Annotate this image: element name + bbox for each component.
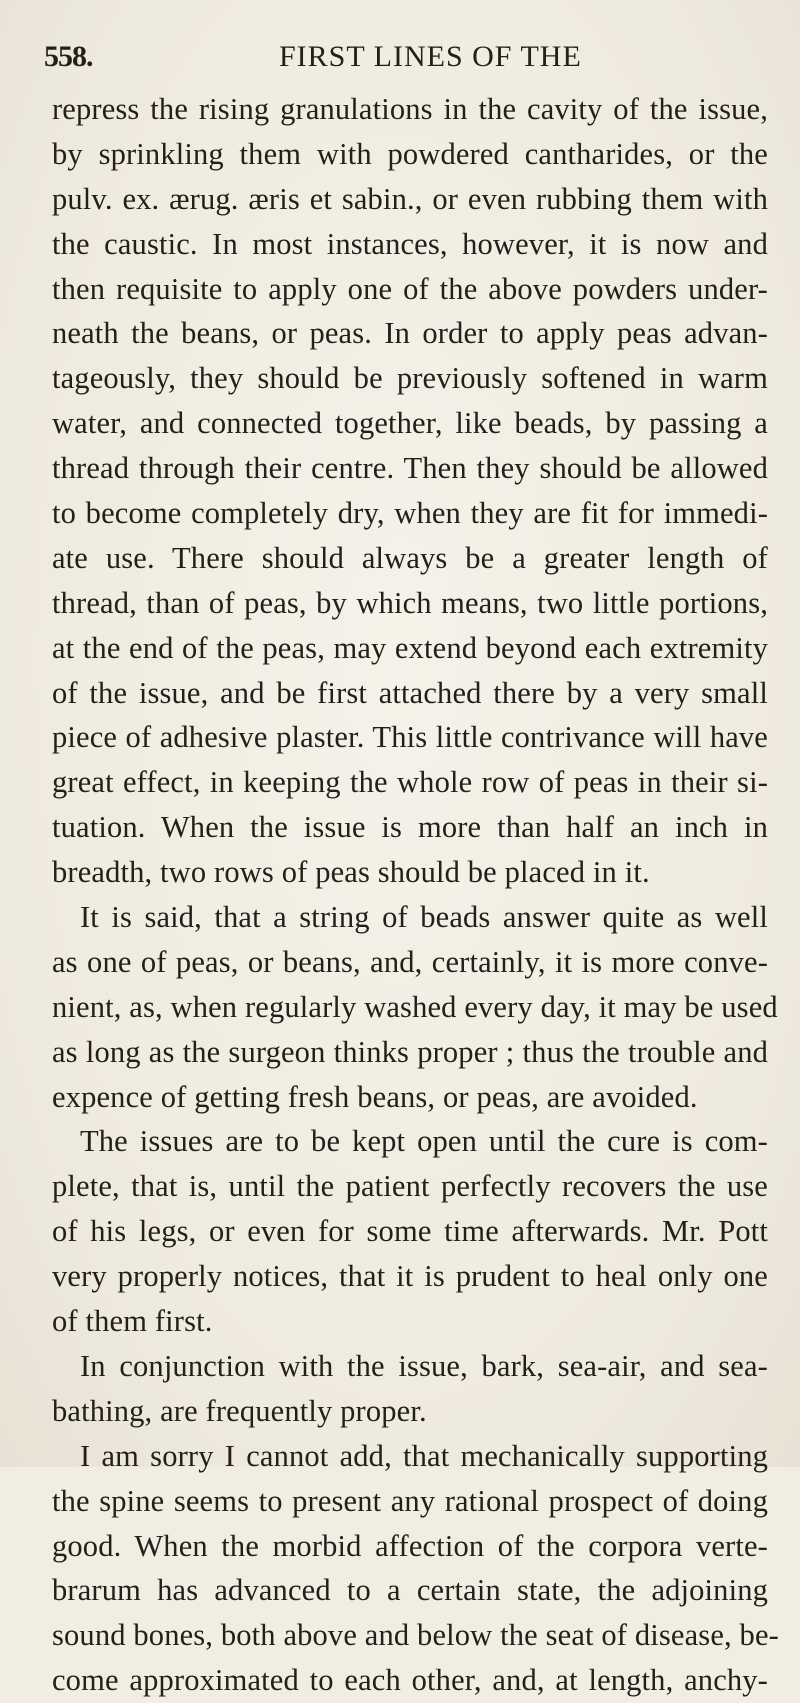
- text-line: repress the rising granulations in the cavity of the issue,: [52, 92, 768, 126]
- text-line: piece of adhesive plaster. This little contrivance will have: [52, 720, 768, 755]
- text-line: the caustic. In most instances, however, it is now and: [52, 226, 768, 261]
- body-text: [52, 87, 779, 1703]
- text-line: the spine seems to present any rational prospect of doing: [52, 1483, 768, 1518]
- text-line: The issues are to be kept open until the cure is com-: [80, 1124, 768, 1159]
- text-line: of his legs, or even for some time afterwards. Mr. Pott: [52, 1214, 768, 1249]
- text-line: pulv. ex. ærug. æris et sabin., or even rubbing them with: [52, 181, 768, 216]
- text-line: come approximated to each other, and, at length, anchy-: [52, 1663, 768, 1698]
- text-line: as one of peas, or beans, and, certainly, it is more conve-: [52, 944, 768, 979]
- text-line: tageously, they should be previously softened in warm: [52, 361, 768, 396]
- text-line: as long as the surgeon thinks proper ; thus the trouble and: [52, 1034, 768, 1069]
- text-line: breadth, two rows of peas should be placed in it.: [52, 855, 650, 890]
- text-line: thread, than of peas, by which means, two little portions,: [52, 585, 768, 620]
- text-line: tuation. When the issue is more than half an inch in: [52, 810, 768, 845]
- text-line: of the issue, and be first attached there by a very small: [52, 675, 768, 710]
- text-line: good. When the morbid affection of the corpora verte-: [52, 1528, 768, 1563]
- text-line: water, and connected together, like beads, by passing a: [52, 406, 768, 441]
- text-line: very properly notices, that it is prudent to heal only one: [52, 1259, 768, 1294]
- text-line: expence of getting fresh beans, or peas, are avoided.: [52, 1079, 698, 1114]
- text-line: I am sorry I cannot add, that mechanically supporting: [80, 1438, 768, 1473]
- text-line: In conjunction with the issue, bark, sea-air, and sea-: [80, 1348, 768, 1383]
- text-line: of them first.: [52, 1304, 213, 1339]
- text-line: ate use. There should always be a greater length of: [52, 540, 768, 575]
- text-line: then requisite to apply one of the above powders under-: [52, 271, 768, 306]
- text-line: It is said, that a string of beads answer quite as well: [80, 900, 768, 935]
- text-line: plete, that is, until the patient perfectly recovers the use: [52, 1169, 768, 1204]
- text-line: great effect, in keeping the whole row of peas in their si-: [52, 765, 768, 800]
- text-line: thread through their centre. Then they should be allowed: [52, 451, 768, 486]
- text-line: sound bones, both above and below the seat of disease, be-: [52, 1618, 779, 1653]
- text-line: to become completely dry, when they are fit for immedi-: [52, 496, 768, 531]
- text-line: bathing, are frequently proper.: [52, 1393, 427, 1428]
- text-line: by sprinkling them with powdered cantharides, or the: [52, 136, 768, 171]
- text-line: brarum has advanced to a certain state, the adjoining: [52, 1573, 768, 1608]
- text-line: nient, as, when regularly washed every day, it may be used: [52, 989, 778, 1024]
- text-line: neath the beans, or peas. In order to apply peas advan-: [52, 316, 768, 351]
- running-title: FIRST LINES OF THE: [279, 40, 582, 73]
- page-number: 558.: [44, 40, 93, 73]
- text-line: at the end of the peas, may extend beyond each extremity: [52, 630, 768, 665]
- running-head: [44, 40, 764, 80]
